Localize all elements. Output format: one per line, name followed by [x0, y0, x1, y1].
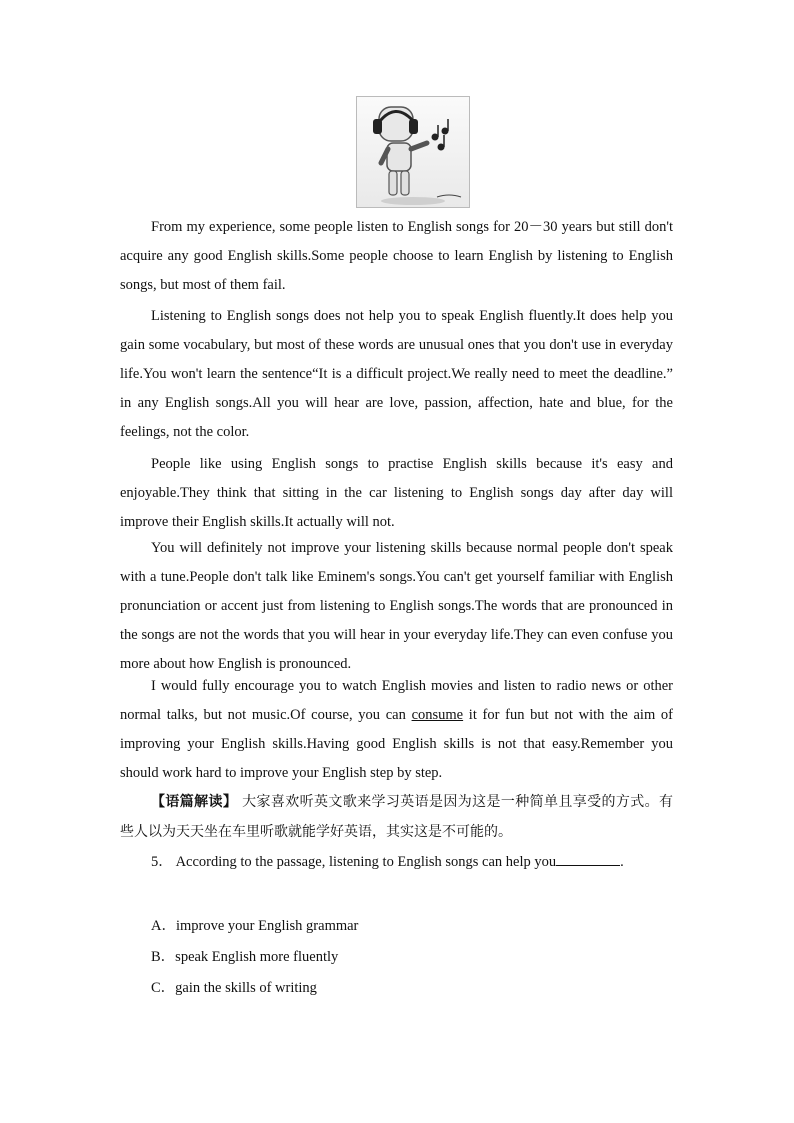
answer-blank	[556, 851, 620, 866]
analysis-label: 【语篇解读】	[151, 794, 238, 810]
passage-paragraph-2: Listening to English songs does not help you to speak English fluently.It does help you gain some vocabulary, but most of these words are unusual ones that you don't use in everyday life.You won't learn the sentence“It is a difficult project.We really need to meet the deadline.” in any English songs.All you will hear are love, passion, affection, hate and blue, for the feelings, not the color.	[120, 308, 673, 440]
passage-analysis	[120, 787, 673, 847]
question-stem: According to the passage, listening to English songs can help you	[175, 854, 557, 870]
passage-paragraph-4: You will definitely not improve your listening skills because normal people don't speak with a tune.People don't talk like Eminem's songs.You can't get yourself familiar with English pronunciation or accent just from listening to English songs.The words that are pronounced in the songs are not the words that you will hear in your everyday life.They can even confuse you more about how English is pronounced.	[120, 540, 673, 672]
headphones-figure-image	[356, 96, 470, 208]
question-5	[120, 848, 673, 877]
headphones-person-icon	[357, 97, 469, 207]
underlined-word: consume	[411, 707, 464, 723]
passage-paragraph-3: People like using English songs to practise English skills because it's easy and enjoyable.They think that sitting in the car listening to English songs day after day will improve their English skills.It actually will not.	[120, 456, 673, 530]
option-b: B．speak English more fluently	[151, 949, 339, 965]
option-a: A．improve your English grammar	[151, 918, 359, 934]
paragraph-5-text-start: I would fully encourage you to watch English movies and listen to radio news or other normal talks, but not music.Of course, you can	[120, 678, 673, 723]
passage-paragraph-1: From my experience, some people listen to English songs for 20－30 years but still don't acquire any good English skills.Some people choose to learn English by listening to English songs, but most of them fail.	[120, 219, 673, 293]
paragraph-5-text-end: it for fun but not with the aim of improving your English skills.Having good English skills is not that easy.Remember you should work hard to improve your English step by step.	[120, 707, 673, 781]
question-end: .	[620, 854, 624, 870]
passage-paragraph-5	[120, 672, 673, 788]
question-number: 5．	[151, 854, 173, 870]
analysis-text: 大家喜欢听英文歌来学习英语是因为这是一种简单且享受的方式。有些人以为天天坐在车里听歌就能学好英语，其实这是不可能的。	[120, 794, 674, 840]
option-c: C．gain the skills of writing	[151, 980, 317, 996]
